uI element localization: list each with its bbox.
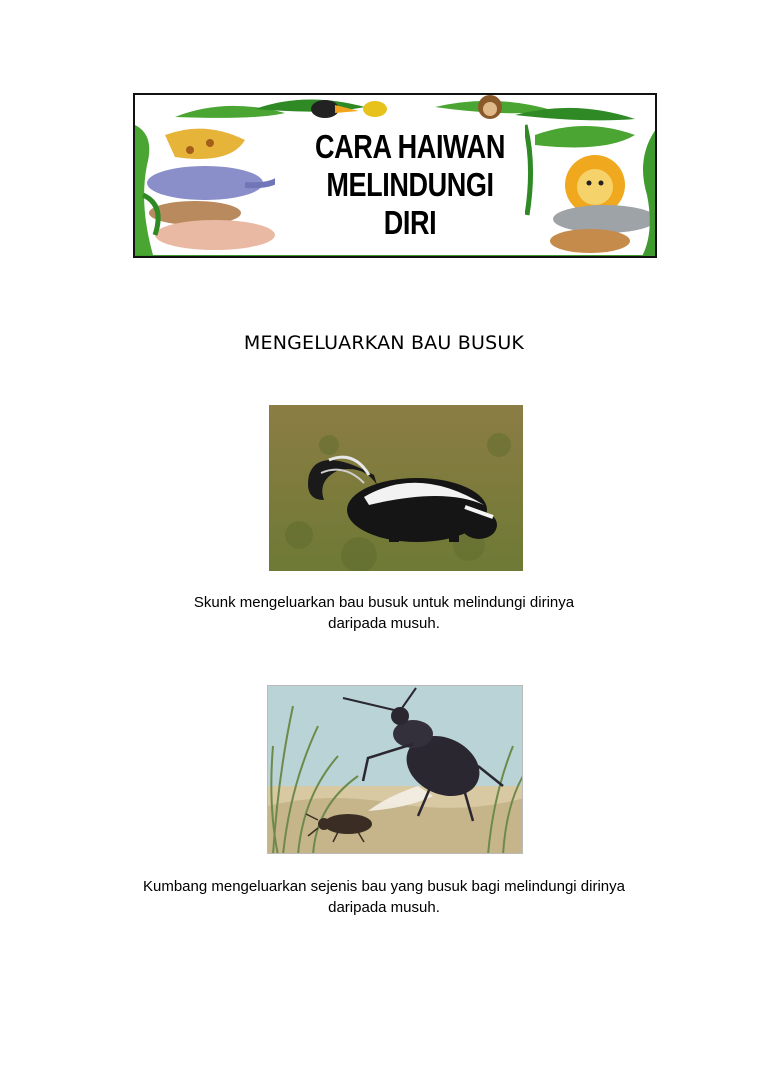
beetle-illustration: [267, 685, 523, 854]
caption-line: Skunk mengeluarkan bau busuk untuk melindungi dirinya: [193, 594, 575, 611]
section-heading: MENGELUARKAN BAU BUSUK: [243, 332, 525, 354]
beetle-caption: [0, 876, 768, 918]
banner-title-line: MELINDUNGI: [326, 166, 494, 203]
banner-title-line: DIRI: [383, 204, 437, 241]
skunk-caption: [0, 592, 768, 634]
skunk-photo: [269, 405, 523, 571]
banner-title: [308, 128, 513, 242]
banner-title-line: CARA HAIWAN: [315, 128, 505, 165]
caption-line: daripada musuh.: [328, 899, 440, 916]
caption-line: daripada musuh.: [328, 615, 440, 632]
caption-line: Kumbang mengeluarkan sejenis bau yang busuk bagi melindungi dirinya: [143, 878, 625, 895]
